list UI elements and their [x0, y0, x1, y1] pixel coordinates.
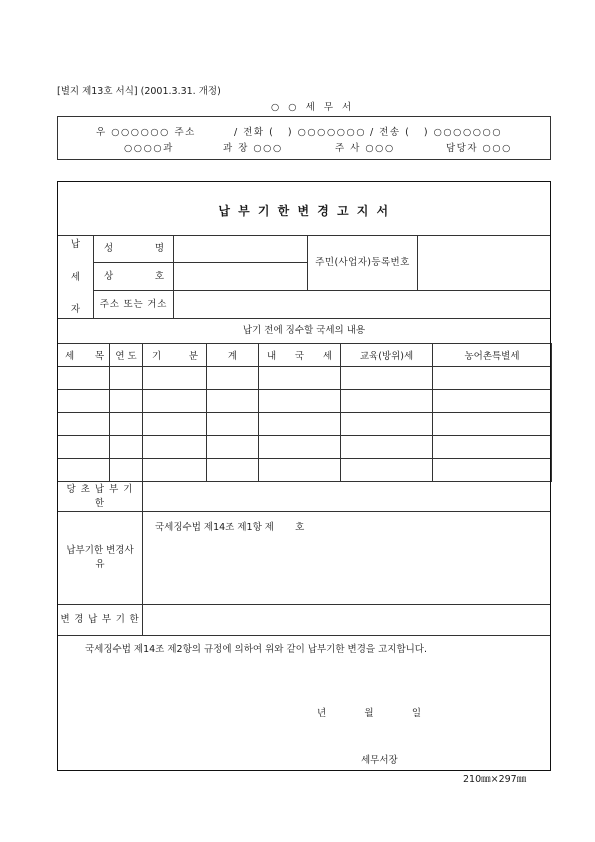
tax-period-cell [143, 436, 207, 459]
contact-box [57, 116, 551, 160]
internal-tax-cell [259, 413, 341, 436]
changed-due-date-label-cell [57, 604, 143, 636]
rural-special-tax-header: 농어촌특별세 [433, 344, 552, 367]
education-tax-cell [341, 413, 433, 436]
paper-size: 210㎜×297㎜ [463, 774, 527, 785]
tax-year-header: 연 도 [110, 344, 143, 367]
name-label-cell [93, 235, 174, 263]
form-title-cell [57, 181, 551, 236]
tax-period-cell [143, 367, 207, 390]
office-name: ○ ○ 세 무 서 [271, 102, 355, 113]
changed-due-date-field [142, 604, 551, 636]
tax-table-header-row [58, 344, 552, 367]
tax-table-row [58, 367, 552, 390]
tax-period-header: 기 분 [143, 344, 207, 367]
tax-item-cell [58, 390, 110, 413]
tax-year-cell [110, 367, 143, 390]
address-field [173, 290, 551, 319]
tax-table [57, 343, 552, 482]
change-reason-field [142, 511, 551, 605]
original-due-date-field [142, 481, 551, 512]
registration-number-label-cell [307, 235, 418, 291]
registration-number-field [417, 235, 551, 291]
rural-special-tax-cell [433, 390, 552, 413]
person-in-charge: 담당자 ○○○ [446, 143, 512, 154]
internal-tax-cell [259, 459, 341, 482]
tax-table-row [58, 459, 552, 482]
trade-name-label: 상 호 [104, 270, 164, 282]
officer: 주 사 ○○○ [335, 143, 395, 154]
trade-name-field [173, 262, 308, 291]
original-due-date-label-cell [57, 481, 143, 512]
original-due-date-label: 당 초 납 부 기 한 [66, 483, 134, 509]
tax-year-cell [110, 413, 143, 436]
tax-table-row [58, 436, 552, 459]
tax-item-cell [58, 367, 110, 390]
name-label: 성 명 [104, 243, 164, 254]
name-field [173, 235, 308, 263]
tax-item-header: 세 목 [58, 344, 110, 367]
section-chief: 과 장 ○○○ [223, 143, 283, 154]
change-reason-label: 납부기한 변경사유 [66, 545, 134, 570]
tax-item-cell [58, 459, 110, 482]
tax-total-cell [207, 367, 259, 390]
tax-year-cell [110, 390, 143, 413]
tax-period-cell [143, 459, 207, 482]
internal-tax-cell [259, 390, 341, 413]
tax-total-cell [207, 436, 259, 459]
form-label: [별지 제13호 서식] (2001.3.31. 개정) [57, 86, 221, 97]
internal-tax-cell [259, 436, 341, 459]
rural-special-tax-cell [433, 436, 552, 459]
tax-period-cell [143, 390, 207, 413]
tax-total-cell [207, 390, 259, 413]
change-reason-label-cell [57, 511, 143, 605]
signatory: 세무서장 [361, 755, 398, 766]
taxpayer-side-char: 세 [70, 271, 81, 283]
education-tax-header: 교육(방위)세 [341, 344, 433, 367]
tax-item-cell [58, 413, 110, 436]
address-label-cell [93, 290, 174, 319]
taxpayer-side-char: 자 [70, 304, 81, 315]
notice-section [57, 635, 551, 771]
education-tax-cell [341, 390, 433, 413]
tax-content-caption-cell [57, 318, 551, 344]
address-label: 주소 또는 거소 [99, 298, 168, 310]
internal-tax-cell [259, 367, 341, 390]
taxpayer-side-label [57, 235, 94, 319]
fax-number: / 전송 ( ) ○○○○○○○ [370, 127, 503, 138]
registration-number-label: 주민(사업자)등록번호 [315, 257, 410, 268]
department: ○○○○과 [124, 143, 174, 154]
internal-tax-header: 내 국 세 [259, 344, 341, 367]
tax-item-cell [58, 436, 110, 459]
change-reason-text: 국세징수법 제14조 제1항 제 호 [155, 522, 305, 533]
changed-due-date-label: 변 경 납 부 기 한 [60, 614, 140, 625]
education-tax-cell [341, 436, 433, 459]
education-tax-cell [341, 459, 433, 482]
phone-number: / 전화 ( ) ○○○○○○○ [234, 127, 367, 138]
form-title: 납 부 기 한 변 경 고 지 서 [218, 204, 390, 218]
tax-total-cell [207, 459, 259, 482]
notice-statement: 국세징수법 제14조 제2항의 규정에 의하여 위와 같이 납부기한 변경을 고지합니다. [85, 644, 427, 655]
notice-date-line: 년 월 일 [317, 708, 421, 719]
rural-special-tax-cell [433, 413, 552, 436]
education-tax-cell [341, 367, 433, 390]
tax-table-row [58, 413, 552, 436]
taxpayer-side-char: 납 [70, 239, 81, 250]
tax-total-header: 계 [207, 344, 259, 367]
tax-year-cell [110, 436, 143, 459]
rural-special-tax-cell [433, 367, 552, 390]
tax-table-row [58, 390, 552, 413]
tax-content-caption: 납기 전에 징수할 국세의 내용 [242, 325, 366, 336]
tax-period-cell [143, 413, 207, 436]
rural-special-tax-cell [433, 459, 552, 482]
trade-name-label-cell [93, 262, 174, 291]
tax-total-cell [207, 413, 259, 436]
postal-address: 우 ○○○○○○ 주소 [96, 127, 196, 138]
tax-year-cell [110, 459, 143, 482]
